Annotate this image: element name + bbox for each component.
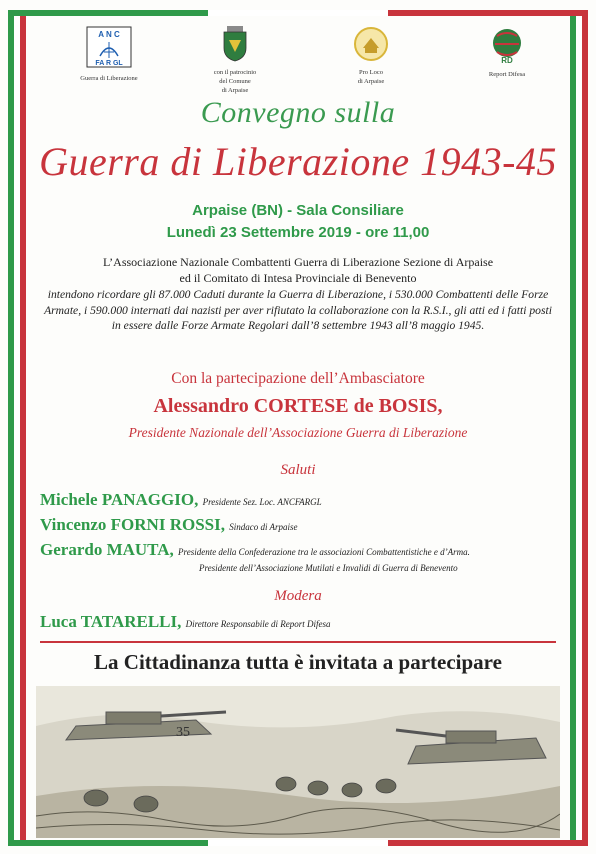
comune-caption-1: con il patrocinio xyxy=(213,69,257,76)
organizer-line-1: L’Associazione Nazionale Combattenti Guerra di Liberazione Sezione di Arpaise xyxy=(102,255,494,269)
speaker-role-secondary: Presidente dell’Associazione Mutilati e Invalidi di Guerra di Benevento xyxy=(199,563,458,573)
speaker-name: Gerardo MAUTA, xyxy=(40,540,174,559)
proloco-seal-icon xyxy=(353,26,389,62)
municipal-crest-icon xyxy=(221,26,249,62)
ambassador-role: Presidente Nazionale dell’Associazione Guerra di Liberazione xyxy=(128,425,468,440)
event-title: Guerra di Liberazione 1943-45 xyxy=(39,139,557,184)
ambassador-intro: Con la partecipazione dell’Ambasciatore xyxy=(171,370,425,387)
svg-text:FA R GL: FA R GL xyxy=(95,60,123,67)
flag-stripe-bottom-green xyxy=(8,840,208,846)
comune-caption-3: di Arpaise xyxy=(221,87,249,94)
logo-ancfargl xyxy=(64,26,154,82)
flag-stripe-top-red xyxy=(388,10,588,16)
saluti-heading: Saluti xyxy=(280,462,316,478)
flag-stripe-bottom-white xyxy=(208,840,388,846)
flag-stripe-top-white xyxy=(208,10,388,16)
speaker-row xyxy=(40,515,560,535)
speaker-row xyxy=(40,540,560,560)
speaker-role: Sindaco di Arpaise xyxy=(229,522,298,532)
svg-text:RD: RD xyxy=(501,56,513,64)
logo-proloco-arpaise xyxy=(326,26,416,85)
proloco-caption-1: Pro Loco xyxy=(358,69,383,76)
invitation-text: La Cittadinanza tutta è invitata a partecipare xyxy=(94,650,502,674)
proloco-caption-2: di Arpaise xyxy=(357,78,385,85)
event-date: Lunedì 23 Settembre 2019 - ore 11,00 xyxy=(166,224,430,241)
logo-row xyxy=(40,26,556,96)
speaker-role: Presidente della Confederazione tra le associazioni Combattentistiche e d’Arma. xyxy=(178,547,470,557)
moderator-role: Direttore Responsabile di Report Difesa xyxy=(185,619,331,629)
speaker-role: Presidente Sez. Loc. ANCFARGL xyxy=(202,497,322,507)
comune-caption-2: del Comune xyxy=(219,78,251,85)
logo-report-difesa xyxy=(462,26,552,78)
speaker-row xyxy=(40,490,560,510)
report-difesa-globe-icon xyxy=(487,26,527,64)
moderator-name: Luca TATARELLI, xyxy=(40,612,182,631)
event-place: Arpaise (BN) - Sala Consiliare xyxy=(192,202,404,219)
battle-illustration xyxy=(36,686,560,838)
ancfargl-emblem-icon xyxy=(86,26,132,68)
moderator-row xyxy=(40,612,560,632)
speaker-name: Vincenzo FORNI ROSSI, xyxy=(40,515,225,534)
commemoration-text: intendono ricordare gli 87.000 Caduti durante la Guerra di Liberazione, i 530.000 Combattenti delle Forze Armate, i 590.000 internati dai nazisti per aver rifiutato la collaborazione con la R.S.I., gli atti ed i fatti posti in essere dalle Forze Armate Regolari dall’8 settembre 1943 all’8 maggio 1945. xyxy=(44,288,552,332)
divider xyxy=(40,641,556,643)
event-title-intro: Convegno sulla xyxy=(200,96,396,129)
speaker-name: Michele PANAGGIO, xyxy=(40,490,199,509)
ancfargl-caption: Guerra di Liberazione xyxy=(80,75,138,82)
flag-stripe-bottom-red xyxy=(388,840,588,846)
flag-stripe-top-green xyxy=(8,10,208,16)
ambassador-name: Alessandro CORTESE de BOSIS, xyxy=(153,395,443,417)
svg-text:A N C: A N C xyxy=(98,30,120,39)
modera-heading: Modera xyxy=(274,588,322,604)
report-caption: Report Difesa xyxy=(488,71,526,78)
tank-number: 35 xyxy=(176,725,190,740)
logo-comune-arpaise xyxy=(190,26,280,94)
organizer-line-2: ed il Comitato di Intesa Provinciale di Benevento xyxy=(179,271,417,285)
